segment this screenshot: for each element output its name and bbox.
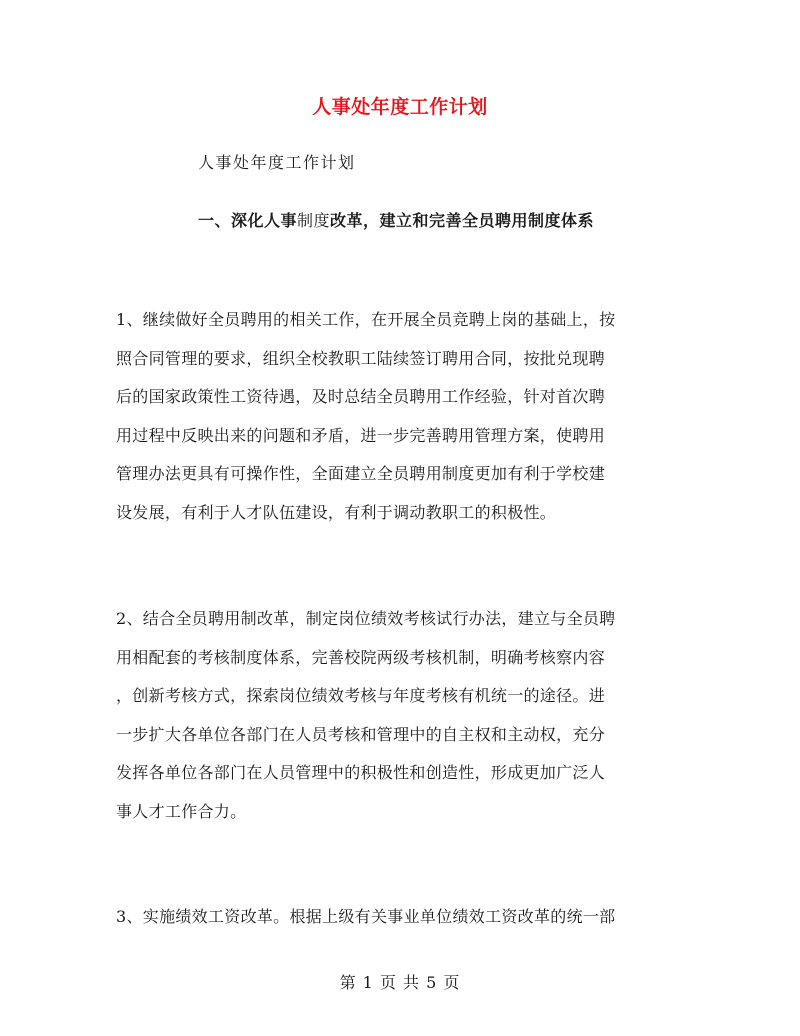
paragraph-line: 用相配套的考核制度体系，完善校院两级考核机制，明确考核察内容 <box>116 647 606 667</box>
paragraph-line: 3、实施绩效工资改革。根据上级有关事业单位绩效工资改革的统一部 <box>116 907 616 926</box>
paragraph-line: 1、继续做好全员聘用的相关工作，在开展全员竞聘上岗的基础上，按 <box>116 310 616 329</box>
paragraph-line: 后的国家政策性工资待遇，及时总结全员聘用工作经验，针对首次聘 <box>116 387 606 406</box>
section-heading-part1: 一、深化人事 <box>198 211 298 230</box>
paragraph-line: ，创新考核方式，探索岗位绩效考核与年度考核有机统一的途径。进 <box>116 686 606 705</box>
section-heading-part3: 改革，建立和完善全员聘用制度体系 <box>330 211 595 230</box>
paragraph-line: 发挥各单位各部门在人员管理中的积极性和创造性，形成更加广泛人 <box>116 763 606 782</box>
document-subtitle: 人事处年度工作计划 <box>198 153 356 172</box>
paragraph-2 <box>116 600 696 831</box>
paragraph-1 <box>116 301 696 532</box>
paragraph-line: 用过程中反映出来的问题和矛盾，进一步完善聘用管理方案，使聘用 <box>116 425 606 445</box>
page-footer: 第 1 页 共 5 页 <box>339 973 461 992</box>
paragraph-line: 设发展，有利于人才队伍建设，有利于调动教职工的积极性。 <box>116 502 557 522</box>
section-heading <box>198 208 594 231</box>
paragraph-3 <box>116 898 696 937</box>
paragraph-line: 管理办法更具有可操作性，全面建立全员聘用制度更加有利于学校建 <box>116 464 606 483</box>
document-title: 人事处年度工作计划 <box>312 96 488 118</box>
paragraph-line: 事人才工作合力。 <box>116 801 247 821</box>
paragraph-line: 照合同管理的要求，组织全校教职工陆续签订聘用合同，按批兑现聘 <box>116 348 606 368</box>
paragraph-line: 2、结合全员聘用制改革，制定岗位绩效考核试行办法，建立与全员聘 <box>116 609 616 628</box>
section-heading-part2: 制度 <box>297 211 331 230</box>
paragraph-line: 一步扩大各单位各部门在人员考核和管理中的自主权和主动权，充分 <box>116 724 606 744</box>
